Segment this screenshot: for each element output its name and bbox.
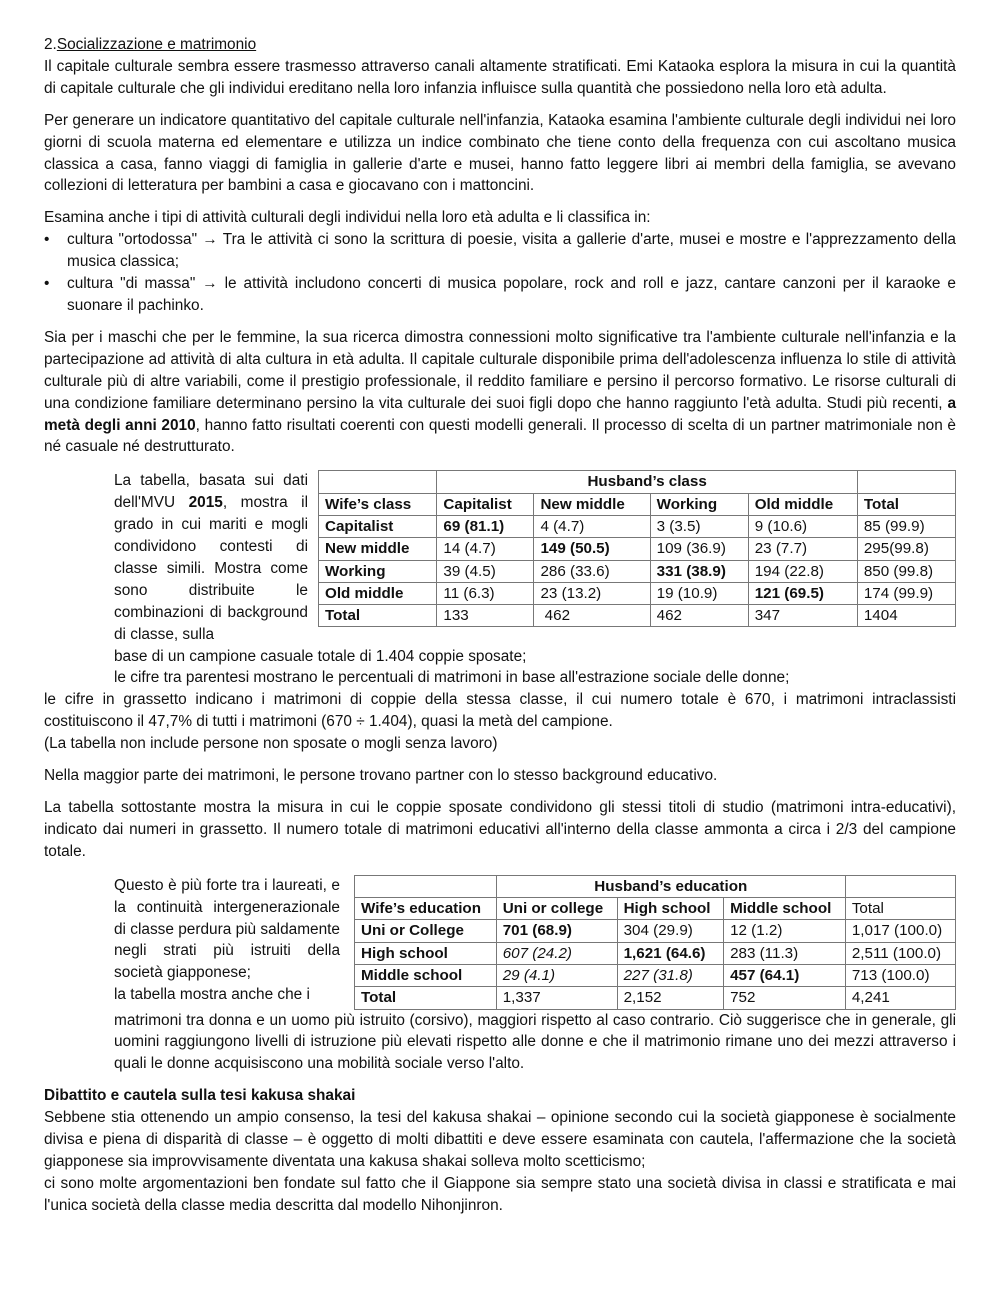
table-cell: 194 (22.8) [748,560,857,582]
table-cell: 283 (11.3) [724,942,846,964]
side-text-end: , mostra il grado in cui mariti e mogli condividono contesti di classe simili. Mostra come sono distribuite le combinazioni di background di classe, sulla [114,494,309,643]
table-cell: 9 (10.6) [748,515,857,537]
paragraph-4-text-end: , hanno fatto risultati coerenti con questi modelli generali. Il processo di scelta di un partner matrimoniale non è né casuale né destrutturato. [44,416,956,456]
table-cell: 462 [534,605,650,627]
row-label: Total [355,987,497,1009]
paragraph-2: Per generare un indicatore quantitativo del capitale culturale nell'infanzia, Kataoka esamina l'ambiente culturale degli individui nei loro giorni di scuola materna ed elementare e utilizza un indice combinato che tiene conto della frequenza con cui ascoltano musica classica a casa, fanno viaggi di famiglia in gallerie d'arte e musei, hanno fatto leggere libri ai membri della famiglia, se avevano collezioni di letteratura per bambini a casa e giocavano con i mattoncini. [44,111,956,195]
table-cell: 133 [437,605,534,627]
education-table [354,875,956,1010]
paragraph-4 [44,327,956,458]
table-super-header: Husband’s education [496,875,845,897]
table-cell: 1,621 (64.6) [617,942,723,964]
paragraph-5: Nella maggior parte dei matrimoni, le persone trovano partner con lo stesso background educativo. [44,767,718,785]
table-cell: 607 (24.2) [496,942,617,964]
table-header: Middle school [724,898,846,920]
section-title: Socializzazione e matrimonio [56,36,257,53]
row-label: Uni or College [355,920,497,942]
table-header: Working [650,493,748,515]
table-2-explanation: matrimoni tra donna e un uomo più istruito (corsivo), maggiori rispetto al caso contrario. Ciò suggerisce che in generale, gli uomini raggiungono livelli di istruzione più elevati rispetto alle donne e che il matrimonio rimane uno dei mezzi attraverso i quali le donne acquisiscono una mobilità sociale verso l'alto. [114,1011,956,1073]
table-header: Total [845,898,955,920]
table-cell: 701 (68.9) [496,920,617,942]
table-super-header: Husband’s class [437,471,857,493]
table-1-caption-line-1: base di un campione casuale totale di 1.404 coppie sposate; [114,647,527,665]
list-item: • cultura "ortodossa" → Tra le attività ci sono la scrittura di poesie, visita a gallerie d'arte, musei e mostre e l'apprezzamento della musica classica; [67,229,956,273]
table-cell: 2,511 (100.0) [845,942,955,964]
table-header: Wife’s education [355,898,497,920]
table-cell: 295(99.8) [857,538,955,560]
class-table-block [44,470,956,645]
table-super-header-row [355,875,956,897]
table-cell: 1404 [857,605,955,627]
table-cell: 11 (6.3) [437,582,534,604]
table-total-row [355,987,956,1009]
table-cell: 457 (64.1) [724,964,846,986]
paragraph-6: La tabella sottostante mostra la misura in cui le coppie sposate condividono gli stessi titoli di studio (matrimoni intra-educativi), indicato dai numeri in grassetto. Il numero totale di matrimoni educativi all'interno della classe ammonta a circa i 2/3 del campione totale. [44,799,956,860]
table-row [319,515,956,537]
table-cell: 149 (50.5) [534,538,650,560]
paragraph-4-text: Sia per i maschi che per le femmine, la sua ricerca dimostra connessioni molto significative tra l'ambiente culturale nell'infanzia e la partecipazione ad attività di alta cultura in età adulta. Il capitale culturale disponibile prima dell'adolescenza influenza lo stile di attività culturale più di altre variabili, come il prestigio professionale, il reddito familiare e persino il percorso formativo. Le risorse culturali di una condizione familiare determinano persino la vita culturale dei suoi figli dopo che hanno raggiunto l'età adulta. Studi più recenti, [44,328,956,412]
paragraph-1: Il capitale culturale sembra essere trasmesso attraverso canali altamente stratificati. Emi Kataoka esplora la misura in cui la quantità di capitale culturale che gli individui ereditano nella loro infanzia influisce sulla quantità che possiedono nella loro età adulta. [44,57,956,97]
paragraph-3-intro: Esamina anche i tipi di attività culturali degli individui nella loro età adulta e li classifica in: [44,209,651,227]
table-1-explanation: le cifre in grassetto indicano i matrimoni di coppie della stessa classe, il cui numero totale è 670, i matrimoni intraclassisti costituiscono il 47,7% di tutti i matrimoni (670 ÷ 1.404), quasi la metà del campione. [44,691,956,731]
table-header-row [355,898,956,920]
table-cell: 19 (10.9) [650,582,748,604]
table-cell: 850 (99.8) [857,560,955,582]
side-text-end: la tabella mostra anche che i [114,986,310,1004]
table-cell: 4 (4.7) [534,515,650,537]
table-cell [857,471,955,493]
section-number: 2. [44,36,57,53]
table-row [319,582,956,604]
row-label: High school [355,942,497,964]
section-heading [44,34,956,56]
table-row [319,538,956,560]
document-page [44,34,956,1217]
table-header: Old middle [748,493,857,515]
table-1-side-text [114,470,308,645]
row-label: Old middle [319,582,437,604]
row-label: New middle [319,538,437,560]
table-cell: 227 (31.8) [617,964,723,986]
table-header-row [319,493,956,515]
table-cell: 121 (69.5) [748,582,857,604]
section-2-paragraph-1: Sebbene stia ottenendo un ampio consenso, la tesi del kakusa shakai – opinione secondo cui la società giapponese è socialmente divisa e piena di disparità di classe – è oggetto di molti dibattiti e deve essere esaminata con cautela, l'affermazione che la società giapponese sia improvvisamente diventata una kakusa shakai solleva molto scetticismo; [44,1109,956,1170]
table-cell: 2,152 [617,987,723,1009]
table-row [319,560,956,582]
table-cell: 4,241 [845,987,955,1009]
class-table [318,470,956,627]
section-2-paragraph-2: ci sono molte argomentazioni ben fondate sul fatto che il Giappone sia sempre stato una società divisa in classi e stratificata e mai l'unica società della classe media descritta dal modello Nihonjinron. [44,1174,956,1214]
table-1-note: (La tabella non include persone non sposate o mogli senza lavoro) [44,735,498,753]
table-cell: 174 (99.9) [857,582,955,604]
table-cell: 85 (99.9) [857,515,955,537]
table-row [355,964,956,986]
side-text-bold: 2015 [188,494,223,512]
table-cell: 12 (1.2) [724,920,846,942]
table-cell: 39 (4.5) [437,560,534,582]
table-cell: 14 (4.7) [437,538,534,560]
row-label: Total [319,605,437,627]
table-row [355,920,956,942]
side-text: Questo è più forte tra i laureati, e la continuità intergenerazionale di classe perdura più saldamente negli strati più istruiti della società giapponese; [114,876,340,982]
table-cell [319,471,437,493]
activity-list [44,229,956,317]
table-cell: 713 (100.0) [845,964,955,986]
row-label: Working [319,560,437,582]
row-label: Capitalist [319,515,437,537]
table-cell: 69 (81.1) [437,515,534,537]
table-cell: 347 [748,605,857,627]
education-table-block [44,875,956,1010]
table-total-row [319,605,956,627]
table-cell: 304 (29.9) [617,920,723,942]
table-cell: 331 (38.9) [650,560,748,582]
table-cell [845,875,955,897]
table-cell: 1,337 [496,987,617,1009]
table-2-side-text [114,875,340,1006]
list-item: • cultura "di massa" → le attività includono concerti di musica popolare, rock and roll e jazz, cantare canzoni per il karaoke e suonare il pachinko. [67,273,956,317]
table-cell: 462 [650,605,748,627]
table-header: Uni or college [496,898,617,920]
table-header: Total [857,493,955,515]
section-2-title: Dibattito e cautela sulla tesi kakusa shakai [44,1087,356,1105]
table-header: Capitalist [437,493,534,515]
table-cell: 23 (7.7) [748,538,857,560]
table-cell: 109 (36.9) [650,538,748,560]
table-1-caption-line-2: le cifre tra parentesi mostrano le percentuali di matrimoni in base all'estrazione sociale delle donne; [114,669,790,687]
table-row [355,942,956,964]
table-header: High school [617,898,723,920]
row-label: Middle school [355,964,497,986]
table-cell: 286 (33.6) [534,560,650,582]
table-header: New middle [534,493,650,515]
table-cell: 23 (13.2) [534,582,650,604]
paragraph-4-bold: a metà degli anni 2010 [44,394,956,434]
table-header: Wife’s class [319,493,437,515]
table-super-header-row [319,471,956,493]
table-cell: 752 [724,987,846,1009]
table-cell: 3 (3.5) [650,515,748,537]
table-cell [355,875,497,897]
table-cell: 29 (4.1) [496,964,617,986]
side-text: La tabella, basata sui dati dell'MVU [114,472,308,512]
table-cell: 1,017 (100.0) [845,920,955,942]
